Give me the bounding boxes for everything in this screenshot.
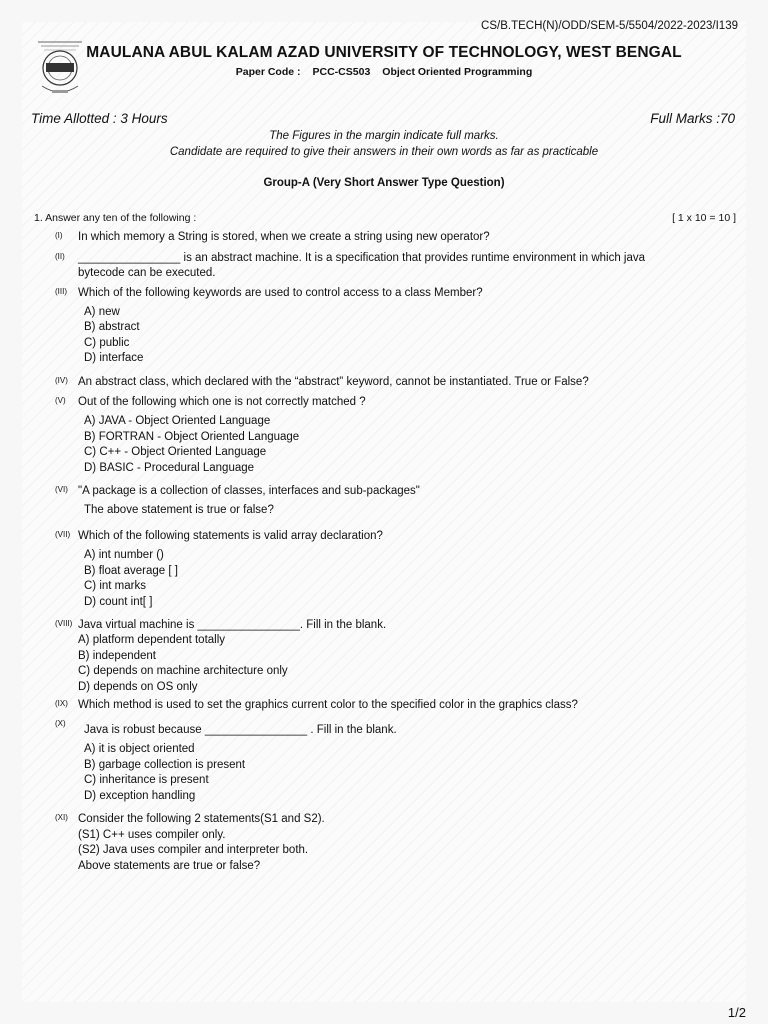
instruction-1: The Figures in the margin indicate full marks. <box>269 130 499 142</box>
answer-option: C) public <box>84 337 130 349</box>
question-text: An abstract class, which declared with the “abstract” keyword, cannot be instantiated. True or False? <box>78 376 589 388</box>
question-number: (II) <box>55 252 65 261</box>
question-number: (III) <box>55 287 67 296</box>
question-number: (VIII) <box>55 619 73 628</box>
paper-code-label: Paper Code : <box>235 66 301 78</box>
question-text: bytecode can be executed. <box>78 267 216 279</box>
paper-code-line <box>0 66 768 78</box>
answer-option: D) count int[ ] <box>84 596 153 608</box>
question-number: (X) <box>55 719 66 728</box>
answer-option: A) platform dependent totally <box>78 634 226 646</box>
university-name: MAULANA ABUL KALAM AZAD UNIVERSITY OF TECHNOLOGY, WEST BENGAL <box>86 44 682 61</box>
page-number: 1/2 <box>727 1005 746 1020</box>
answer-option: C) int marks <box>84 580 146 592</box>
exam-reference-code: CS/B.TECH(N)/ODD/SEM-5/5504/2022-2023/I139 <box>481 20 738 32</box>
question-number: (XI) <box>55 813 68 822</box>
question-text: (S2) Java uses compiler and interpreter both. <box>78 844 309 856</box>
question-text: Java virtual machine is ________________. Fill in the blank. <box>78 619 387 631</box>
answer-option: C) C++ - Object Oriented Language <box>84 446 267 458</box>
question-text: Which method is used to set the graphics current color to the specified color in the graphics class? <box>78 699 578 711</box>
question-text: Java is robust because ________________ . Fill in the blank. <box>84 724 397 736</box>
group-heading: Group-A (Very Short Answer Type Question) <box>263 177 505 189</box>
question-1-marks: [ 1 x 10 = 10 ] <box>672 212 736 224</box>
answer-option: B) float average [ ] <box>84 565 178 577</box>
question-number: (IX) <box>55 699 68 708</box>
question-number: (VI) <box>55 485 68 494</box>
question-text: "A package is a collection of classes, interfaces and sub-packages" <box>78 485 420 497</box>
question-text: Which of the following statements is valid array declaration? <box>78 530 383 542</box>
answer-option: D) BASIC - Procedural Language <box>84 462 255 474</box>
answer-option: A) new <box>84 306 120 318</box>
question-text: Out of the following which one is not correctly matched ? <box>78 396 366 408</box>
paper-code: PCC-CS503 <box>312 66 371 78</box>
question-text: ________________ is an abstract machine. It is a specification that provides runtime environment in which java <box>78 252 646 264</box>
answer-option: A) int number () <box>84 549 164 561</box>
full-marks: Full Marks :70 <box>650 111 735 126</box>
question-text: Above statements are true or false? <box>78 860 261 872</box>
answer-option: C) inheritance is present <box>84 774 209 786</box>
answer-option: D) exception handling <box>84 790 196 802</box>
question-1-label: 1. Answer any ten of the following : <box>34 212 197 224</box>
time-allotted: Time Allotted : 3 Hours <box>31 111 168 126</box>
answer-option: B) garbage collection is present <box>84 759 246 771</box>
question-number: (I) <box>55 231 63 240</box>
answer-option: B) abstract <box>84 321 140 333</box>
question-number: (IV) <box>55 376 68 385</box>
question-text: Which of the following keywords are used to control access to a class Member? <box>78 287 483 299</box>
subject-name: Object Oriented Programming <box>382 66 533 78</box>
answer-option: D) interface <box>84 352 144 364</box>
answer-option: A) JAVA - Object Oriented Language <box>84 415 271 427</box>
instruction-2: Candidate are required to give their answers in their own words as far as practicable <box>169 146 599 158</box>
question-number: (VII) <box>55 530 71 539</box>
answer-option: D) depends on OS only <box>78 681 198 693</box>
question-text: In which memory a String is stored, when we create a string using new operator? <box>78 231 490 243</box>
question-number: (V) <box>55 396 66 405</box>
answer-option: C) depends on machine architecture only <box>78 665 288 677</box>
answer-option: B) independent <box>78 650 157 662</box>
answer-option: B) FORTRAN - Object Oriented Language <box>84 431 300 443</box>
question-text: The above statement is true or false? <box>84 504 274 516</box>
question-text: Consider the following 2 statements(S1 and S2). <box>78 813 325 825</box>
question-text: (S1) C++ uses compiler only. <box>78 829 226 841</box>
answer-option: A) it is object oriented <box>84 743 195 755</box>
